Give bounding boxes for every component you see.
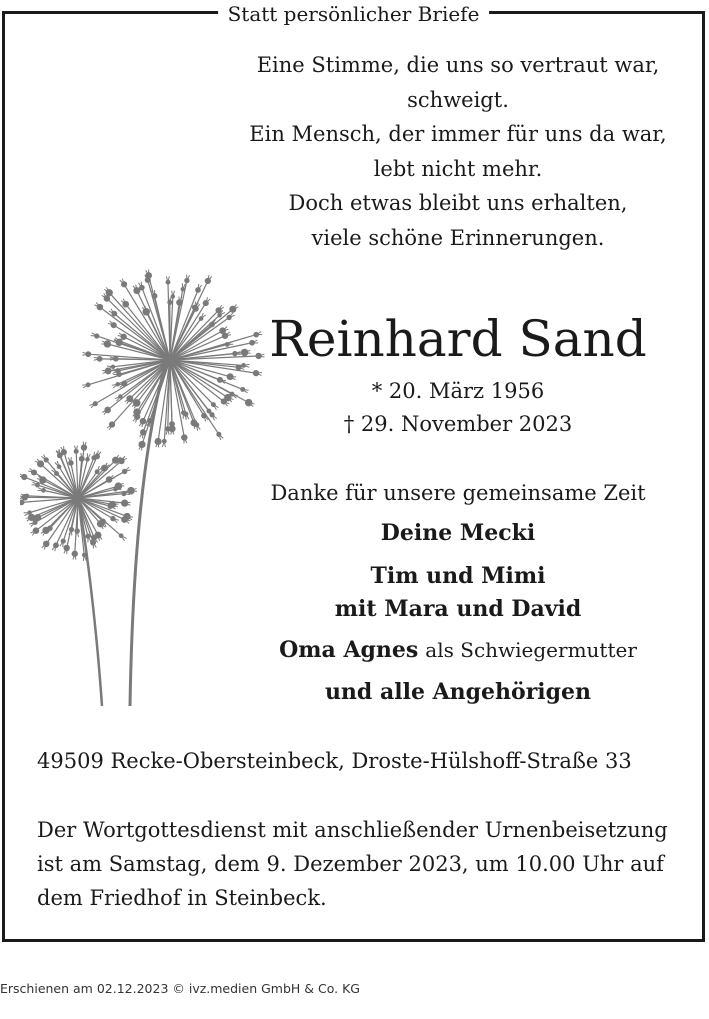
birth-date: * 20. März 1956: [371, 379, 545, 403]
death-date: † 29. November 2023: [343, 412, 573, 436]
poem-line: Doch etwas bleibt uns erhalten,: [288, 191, 628, 216]
publication-footer: Erschienen am 02.12.2023 © ivz.medien GmbH & Co. KG: [0, 981, 360, 996]
poem-line: viele schöne Erinnerungen.: [311, 225, 605, 250]
mourner-line-oma: [238, 634, 678, 667]
poem: [238, 48, 678, 256]
poem-line: lebt nicht mehr.: [373, 156, 543, 181]
service-info: [37, 813, 668, 915]
mourner-line: mit Mara und David: [334, 596, 582, 622]
poem-line: Eine Stimme, die uns so vertraut war,: [256, 53, 660, 77]
thanks-line: Danke für unsere gemeinsame Zeit: [270, 481, 646, 505]
mourner-line: Tim und Mimi: [370, 563, 546, 589]
service-line: dem Friedhof in Steinbeck.: [37, 886, 327, 910]
address: 49509 Recke-Obersteinbeck, Droste-Hülshoff-Straße 33: [37, 749, 632, 773]
poem-line: Ein Mensch, der immer für uns da war,: [249, 122, 667, 147]
oma-name: Oma Agnes: [279, 637, 419, 663]
deceased-name: Reinhard Sand: [269, 310, 647, 368]
mourner-line: und alle Angehörigen: [324, 679, 592, 705]
oma-relation: als Schwiegermutter: [425, 638, 637, 662]
header-label: Statt persönlicher Briefe: [218, 2, 490, 26]
dandelion-flowers-icon: [20, 268, 270, 708]
mourner-line: Deine Mecki: [380, 520, 536, 546]
service-line: Der Wortgottesdienst mit anschließender Urnenbeisetzung: [37, 818, 668, 842]
service-line: ist am Samstag, dem 9. Dezember 2023, um 10.00 Uhr auf: [37, 852, 664, 876]
life-dates: [238, 375, 678, 441]
poem-line: schweigt.: [407, 87, 509, 112]
